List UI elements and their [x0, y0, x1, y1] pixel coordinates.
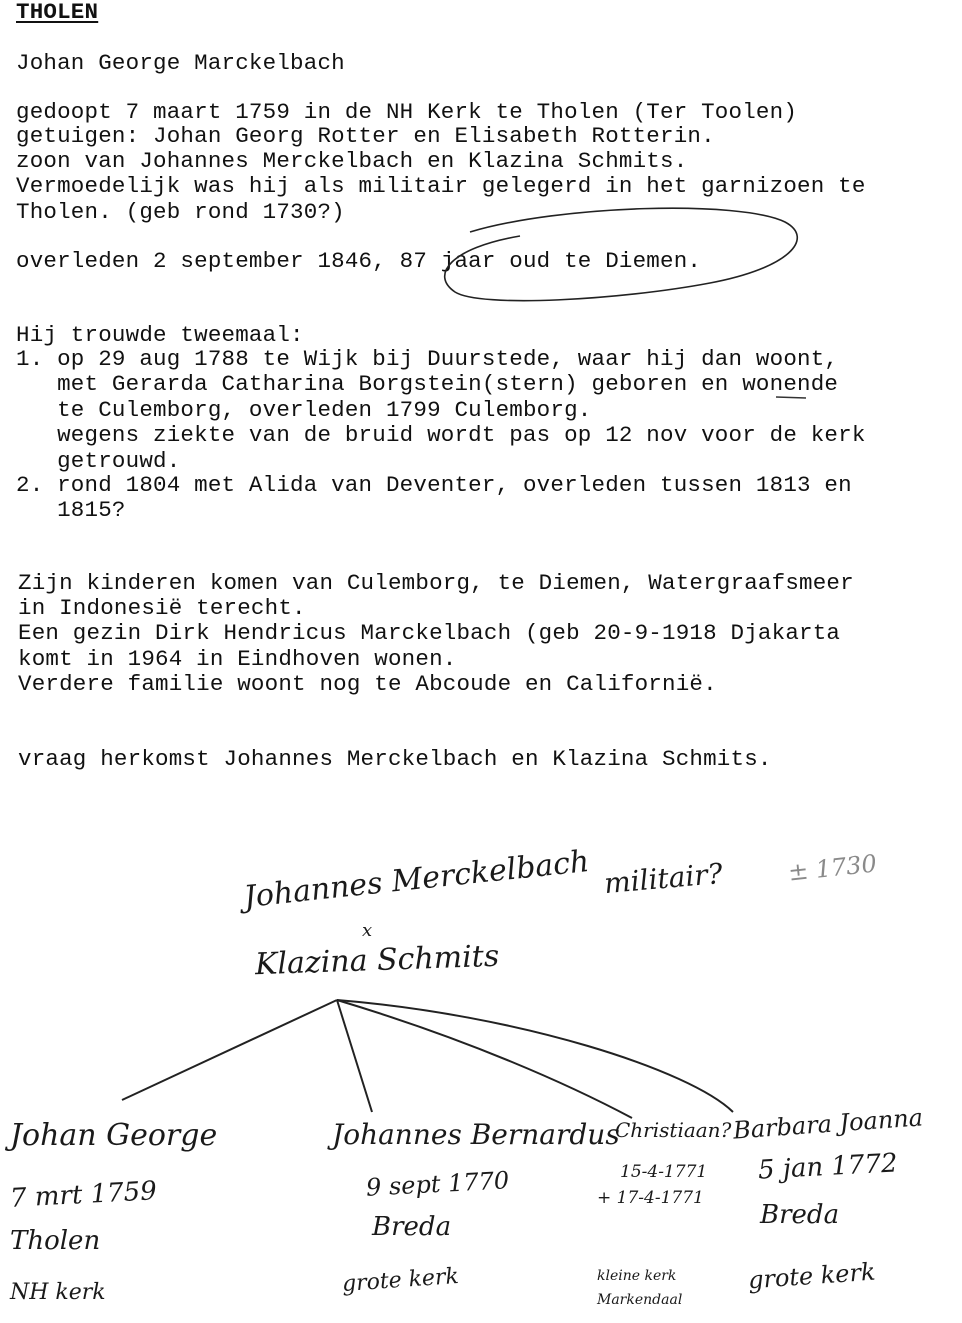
hw-child-place: Breda: [760, 1200, 840, 1230]
hw-child-church: grote kerk: [341, 1263, 460, 1298]
text-line: Hij trouwde tweemaal:: [16, 322, 304, 348]
hw-father-name: Johannes Merckelbach: [242, 843, 591, 916]
hw-child-date: 9 sept 1770: [365, 1166, 510, 1202]
tree-line-child-4: [337, 1000, 733, 1112]
hw-child-date: 5 jan 1772: [757, 1148, 899, 1186]
text-line: getrouwd.: [16, 448, 181, 474]
tree-line-child-1: [122, 1000, 337, 1100]
hw-child-name: Johannes Bernardus: [332, 1118, 620, 1151]
text-line: Tholen. (geb rond 1730?): [16, 199, 345, 225]
text-line: Zijn kinderen komen van Culemborg, te Diemen, Watergraafsmeer: [18, 570, 854, 596]
page-title: THOLEN: [16, 0, 99, 25]
hw-child-church: kleine kerk Markendaal: [597, 1268, 683, 1308]
hw-child-church: NH kerk: [10, 1280, 106, 1305]
text-line: met Gerarda Catharina Borgstein(stern) geboren en wonende: [16, 371, 839, 397]
hw-child-name: Christiaan?: [615, 1118, 732, 1142]
hw-child-death: + 17-4-1771: [597, 1188, 704, 1208]
hw-father-note: militair?: [602, 856, 724, 901]
hw-child-name: Johan George: [10, 1118, 218, 1153]
question-line: vraag herkomst Johannes Merckelbach en Klazina Schmits.: [18, 746, 772, 772]
text-line: 1. op 29 aug 1788 te Wijk bij Duurstede, waar hij dan woont,: [16, 346, 839, 372]
text-line: gedoopt 7 maart 1759 in de NH Kerk te Tholen (Ter Toolen): [16, 99, 798, 125]
hw-child-place: Tholen: [10, 1226, 101, 1256]
hw-child-church: grote kerk: [747, 1257, 877, 1295]
death-line: overleden 2 september 1846, 87 jaar oud te Diemen.: [16, 248, 702, 274]
text-line: zoon van Johannes Merckelbach en Klazina Schmits.: [16, 148, 688, 174]
text-line: komt in 1964 in Eindhoven wonen.: [18, 646, 457, 672]
hw-child-place: Breda: [372, 1212, 452, 1242]
text-line: wegens ziekte van de bruid wordt pas op 12 nov voor de kerk: [16, 422, 866, 448]
pen-underline-mark: [776, 397, 806, 398]
text-line: Een gezin Dirk Hendricus Marckelbach (geb 20-9-1918 Djakarta: [18, 620, 841, 646]
hw-marriage-sign: x: [362, 920, 373, 941]
hw-child-name: Barbara Joanna: [732, 1103, 924, 1145]
text-line: 2. rond 1804 met Alida van Deventer, overleden tussen 1813 en: [16, 472, 852, 498]
text-line: Vermoedelijk was hij als militair gelegerd in het garnizoen te: [16, 173, 866, 199]
tree-line-child-2: [337, 1000, 372, 1112]
hw-father-year: ± 1730: [786, 849, 879, 887]
person-name: Johan George Marckelbach: [16, 50, 345, 76]
text-line: Verdere familie woont nog te Abcoude en Californië.: [18, 671, 717, 697]
pen-ellipse-mark: [445, 208, 798, 300]
text-line: te Culemborg, overleden 1799 Culemborg.: [16, 397, 592, 423]
text-line: getuigen: Johan Georg Rotter en Elisabeth Rotterin.: [16, 123, 715, 149]
text-line: 1815?: [16, 497, 126, 523]
hw-child-date: 7 mrt 1759: [9, 1176, 158, 1214]
hw-mother-name: Klazina Schmits: [254, 938, 500, 983]
tree-line-child-3: [337, 1000, 632, 1118]
hw-child-date: 15-4-1771: [620, 1162, 708, 1182]
text-line: in Indonesië terecht.: [18, 595, 306, 621]
